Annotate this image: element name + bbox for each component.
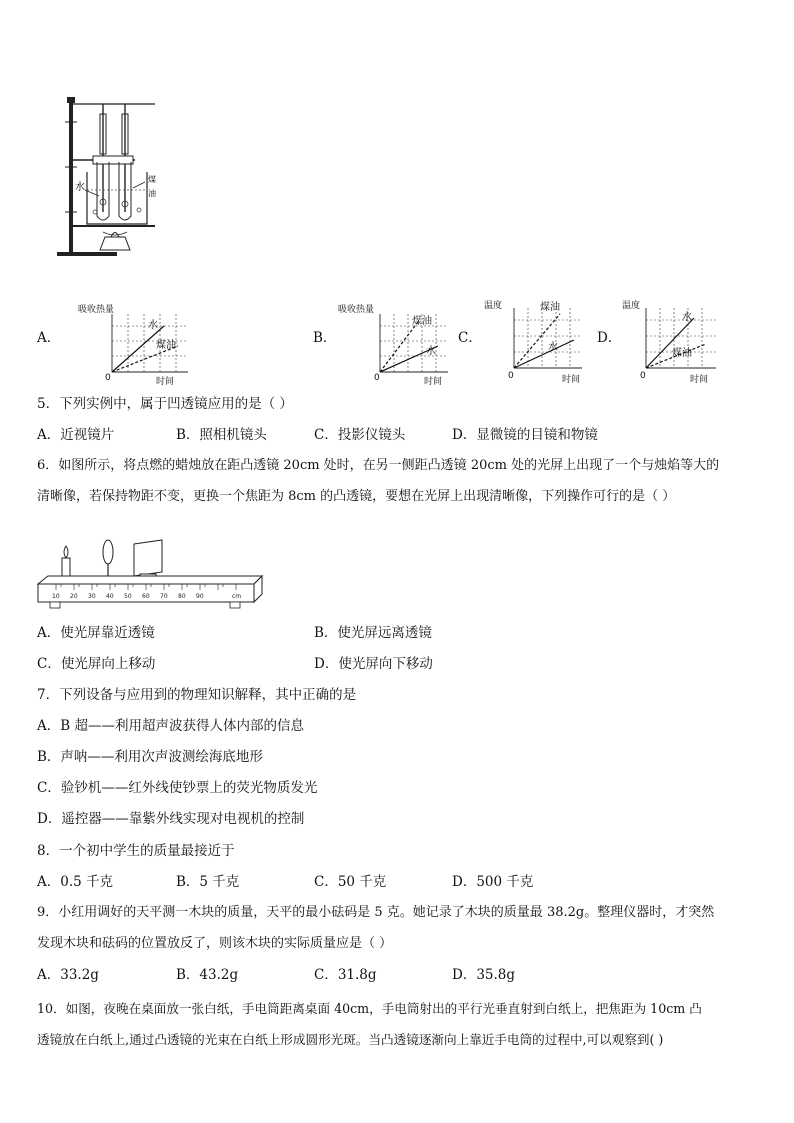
q6-option-a: A．使光屏靠近透镜 <box>37 625 155 641</box>
heating-apparatus-figure <box>55 92 165 262</box>
graph-d-xlabel: 时间 <box>690 375 709 385</box>
graph-c-upper-label: 煤油 <box>540 302 560 313</box>
graph-a-ylabel: 吸收热量 <box>78 305 115 315</box>
kerosene-label-bottom: 油 <box>148 189 156 198</box>
graph-d-ylabel: 温度 <box>622 301 641 311</box>
q9-option-d: D．35.8g <box>452 967 516 983</box>
q8-option-a: A．0.5 千克 <box>37 874 114 890</box>
graph-c-xlabel: 时间 <box>562 375 581 385</box>
q6-option-c: C．使光屏向上移动 <box>37 656 156 672</box>
question-6-stem-line-1: 6．如图所示，将点燃的蜡烛放在距凸透镜 20cm 处时，在另一侧距凸透镜 20cm 处的光屏上出现了一个与烛焰等大的 <box>37 458 720 473</box>
scale-label-40: 40 <box>106 593 114 600</box>
graph-b-lower-label: 水 <box>426 346 436 357</box>
graph-d-lower-label: 煤油 <box>672 348 692 359</box>
question-10-stem-line-1: 10．如图，夜晚在桌面放一张白纸，手电筒距离桌面 40cm，手电筒射出的平行光垂直射到白纸上，把焦距为 10cm 凸 <box>37 1001 702 1016</box>
q5-option-b: B．照相机镜头 <box>176 427 267 443</box>
graph-b-xlabel: 时间 <box>424 377 443 387</box>
graph-c-ylabel: 温度 <box>484 301 503 311</box>
water-label: 水 <box>75 182 85 193</box>
q8-option-d: D．500 千克 <box>452 874 534 890</box>
graph-c-lower-label: 水 <box>548 342 558 353</box>
graph-option-c <box>482 296 592 390</box>
graph-d-upper-label: 水 <box>682 312 692 323</box>
scale-label-50: 50 <box>124 593 132 600</box>
graph-a-upper-label: 水 <box>148 320 158 331</box>
q7-option-d: D．遥控器——靠紫外线实现对电视机的控制 <box>37 811 305 827</box>
scale-label-20: 20 <box>70 593 78 600</box>
q7-option-a: A．B 超——利用超声波获得人体内部的信息 <box>37 718 304 734</box>
q9-option-c: C．31.8g <box>314 967 377 983</box>
graph-b-upper-label: 煤油 <box>412 316 432 327</box>
graph-d-origin: 0 <box>640 371 646 381</box>
q5-option-d: D．显微镜的目镜和物镜 <box>452 427 598 443</box>
question-6-stem-line-2: 清晰像，若保持物距不变，更换一个焦距为 8cm 的凸透镜，要想在光屏上出现清晰像，下列操作可行的是（ ） <box>37 489 676 504</box>
q9-option-a: A．33.2g <box>37 967 99 983</box>
graph-option-d <box>620 296 730 390</box>
graph-b-origin: 0 <box>374 373 380 383</box>
question-8-stem: 8．一个初中学生的质量最接近于 <box>37 843 235 859</box>
q8-option-c: C．50 千克 <box>314 874 387 890</box>
optical-bench-figure <box>36 536 264 616</box>
graph-option-d-letter: D． <box>597 330 622 346</box>
q7-option-b: B．声呐——利用次声波测绘海底地形 <box>37 749 263 765</box>
graph-option-b <box>338 300 458 390</box>
scale-label-60: 60 <box>142 593 150 600</box>
q5-option-c: C．投影仪镜头 <box>314 427 406 443</box>
q9-option-b: B．43.2g <box>176 967 239 983</box>
graph-a-lower-label: 煤油 <box>156 340 176 351</box>
scale-label-10: 10 <box>52 593 60 600</box>
kerosene-label-top: 煤 <box>148 175 156 184</box>
graph-option-a-letter: A． <box>37 330 61 346</box>
graph-option-a <box>78 300 198 390</box>
scale-label-30: 30 <box>88 593 96 600</box>
graph-option-c-letter: C． <box>458 330 482 346</box>
graph-a-origin: 0 <box>105 373 111 383</box>
q6-option-d: D．使光屏向下移动 <box>314 656 433 672</box>
question-9-stem-line-2: 发现木块和砝码的位置放反了，则该木块的实际质量应是（ ） <box>37 936 393 951</box>
q7-option-c: C．验钞机——红外线使钞票上的荧光物质发光 <box>37 780 318 796</box>
graph-b-ylabel: 吸收热量 <box>338 305 375 315</box>
graph-a-xlabel: 时间 <box>156 377 175 387</box>
scale-label-90: 90 <box>196 593 204 600</box>
q5-option-a: A．近视镜片 <box>37 427 115 443</box>
question-9-stem-line-1: 9．小红用调好的天平测一木块的质量，天平的最小砝码是 5 克。她记录了木块的质量最 38.2g。整理仪器时，才突然 <box>37 905 715 920</box>
graph-c-origin: 0 <box>508 371 514 381</box>
graph-option-b-letter: B． <box>313 330 337 346</box>
scale-label-70: 70 <box>160 593 168 600</box>
q6-option-b: B．使光屏远离透镜 <box>314 625 432 641</box>
scale-unit-label: cm <box>232 593 242 600</box>
question-5-stem: 5．下列实例中，属于凹透镜应用的是（ ） <box>37 396 293 412</box>
q8-option-b: B．5 千克 <box>176 874 240 890</box>
scale-label-80: 80 <box>178 593 186 600</box>
question-10-stem-line-2: 透镜放在白纸上,通过凸透镜的光束在白纸上形成圆形光斑。当凸透镜逐渐向上靠近手电筒的过程中,可以观察到( ) <box>37 1032 664 1047</box>
question-7-stem: 7．下列设备与应用到的物理知识解释，其中正确的是 <box>37 687 357 703</box>
